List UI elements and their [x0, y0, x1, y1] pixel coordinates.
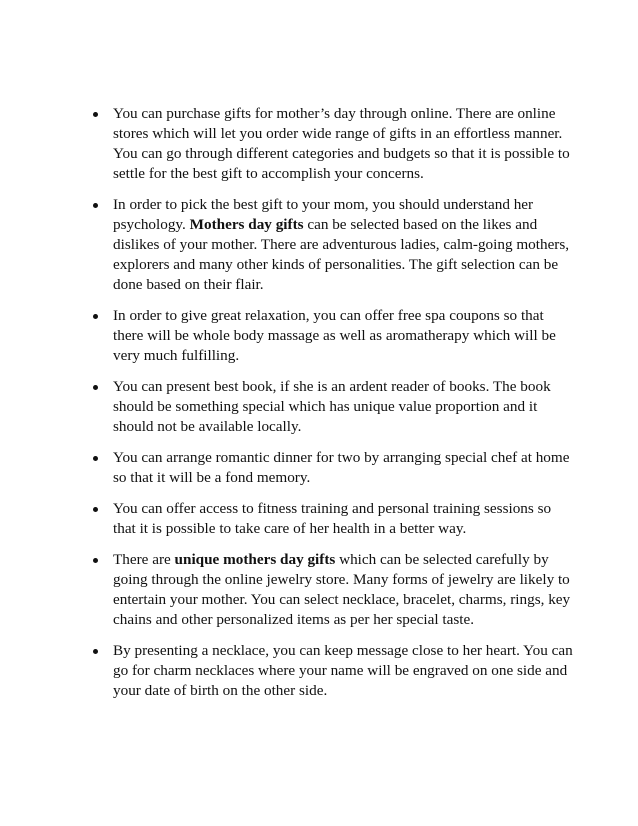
list-item-text: [113, 449, 569, 486]
bullet-icon: [93, 456, 98, 461]
list-item-text: [113, 642, 573, 699]
text-run: can be selected based on the likes and dislikes of your mother. There are adventurous ladies, calm-going mothers, explorers and many other kinds of personalities. The gift selection can be done based on their flair.: [113, 216, 570, 293]
bullet-icon: [93, 314, 98, 319]
list-item-text: [113, 196, 569, 293]
list-item-text: [113, 105, 570, 182]
list-item-text: [113, 500, 551, 537]
list-item: [93, 377, 573, 437]
list-item: [93, 104, 573, 184]
list-item: [93, 550, 573, 630]
list-item: [93, 641, 573, 701]
text-run: By presenting a necklace, you can keep message close to her heart. You can go for charm necklaces where your name will be engraved on one side and your date of birth on the other side.: [113, 642, 573, 699]
bullet-icon: [93, 507, 98, 512]
list-item-text: [113, 378, 551, 435]
text-run: which can be selected carefully by going through the online jewelry store. Many forms of jewelry are likely to entertain your mother. You can select necklace, bracelet, charms, rings, key chains and other personalized items as per her special taste.: [113, 551, 571, 628]
text-run: You can arrange romantic dinner for two by arranging special chef at home so that it will be a fond memory.: [113, 449, 570, 486]
bullet-list: [93, 104, 573, 712]
list-item-text: [113, 551, 570, 628]
bullet-icon: [93, 203, 98, 208]
text-run: You can present best book, if she is an ardent reader of books. The book should be something special which has unique value proportion and it should not be available locally.: [113, 378, 551, 435]
bold-keyword: unique mothers day gifts: [174, 551, 336, 568]
list-item-text: [113, 307, 556, 364]
bullet-icon: [93, 649, 98, 654]
text-run: There are: [113, 551, 175, 568]
bullet-icon: [93, 112, 98, 117]
list-item: [93, 195, 573, 295]
list-item: [93, 448, 573, 488]
bold-keyword: Mothers day gifts: [189, 216, 304, 233]
text-run: You can offer access to fitness training and personal training sessions so that it is possible to take care of her health in a better way.: [113, 500, 552, 537]
list-item: [93, 499, 573, 539]
text-run: You can purchase gifts for mother’s day through online. There are online stores which will let you order wide range of gifts in an effortless manner. You can go through different categories and budgets so that it is possible to settle for the best gift to accomplish your concerns.: [113, 105, 570, 182]
text-run: In order to pick the best gift to your mom, you should understand her psychology.: [113, 196, 534, 233]
bullet-icon: [93, 385, 98, 390]
bullet-icon: [93, 558, 98, 563]
text-run: In order to give great relaxation, you can offer free spa coupons so that there will be whole body massage as well as aromatherapy which will be very much fulfilling.: [113, 307, 556, 364]
list-item: [93, 306, 573, 366]
